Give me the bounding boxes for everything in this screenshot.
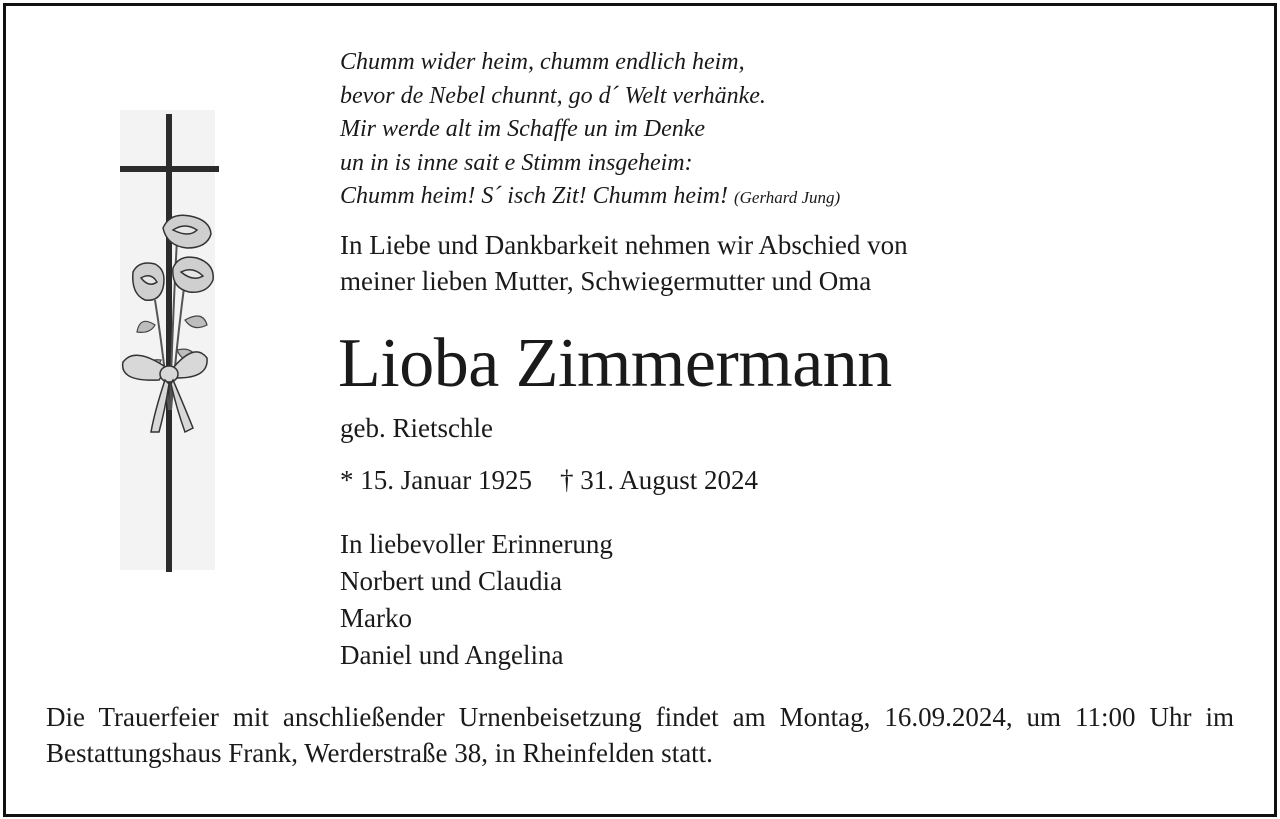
farewell-intro bbox=[340, 227, 908, 299]
deceased-name: Lioba Zimmermann bbox=[338, 325, 892, 402]
poem-line: Chumm heim! S´ isch Zit! Chumm heim! bbox=[340, 183, 728, 209]
mourners-heading: In liebevoller Erinnerung bbox=[340, 529, 613, 559]
poem-line: un in is inne sait e Stimm insgeheim: bbox=[340, 149, 693, 176]
poem-author: (Gerhard Jung) bbox=[733, 188, 841, 207]
cross-with-roses-icon bbox=[115, 110, 225, 575]
mourner-name: Norbert und Claudia bbox=[340, 566, 562, 596]
birth-date: * 15. Januar 1925 bbox=[340, 465, 532, 495]
poem-line: Chumm wider heim, chumm endlich heim, bbox=[340, 49, 745, 75]
poem-line: Mir werde alt im Schaffe un im Denke bbox=[340, 116, 706, 142]
death-date: † 31. August 2024 bbox=[559, 465, 758, 495]
funeral-notice: Die Trauerfeier mit anschließender Urnenbeisetzung findet am Montag, 16.09.2024, um 11:00 Uhr im Bestattungshaus Frank, Werderstraße 38, in Rheinfelden statt. bbox=[46, 702, 1234, 768]
birth-name: geb. Rietschle bbox=[340, 413, 493, 443]
mourner-name: Daniel und Angelina bbox=[340, 640, 564, 670]
intro-line: In Liebe und Dankbarkeit nehmen wir Abschied von bbox=[340, 230, 908, 260]
poem bbox=[340, 46, 840, 215]
poem-line-last bbox=[340, 180, 840, 215]
mourners bbox=[340, 526, 613, 674]
poem-line: bevor de Nebel chunnt, go d´ Welt verhänke. bbox=[340, 82, 766, 109]
intro-line: meiner lieben Mutter, Schwiegermutter und Oma bbox=[340, 266, 872, 296]
life-dates bbox=[340, 462, 758, 498]
mourner-name: Marko bbox=[340, 603, 412, 633]
